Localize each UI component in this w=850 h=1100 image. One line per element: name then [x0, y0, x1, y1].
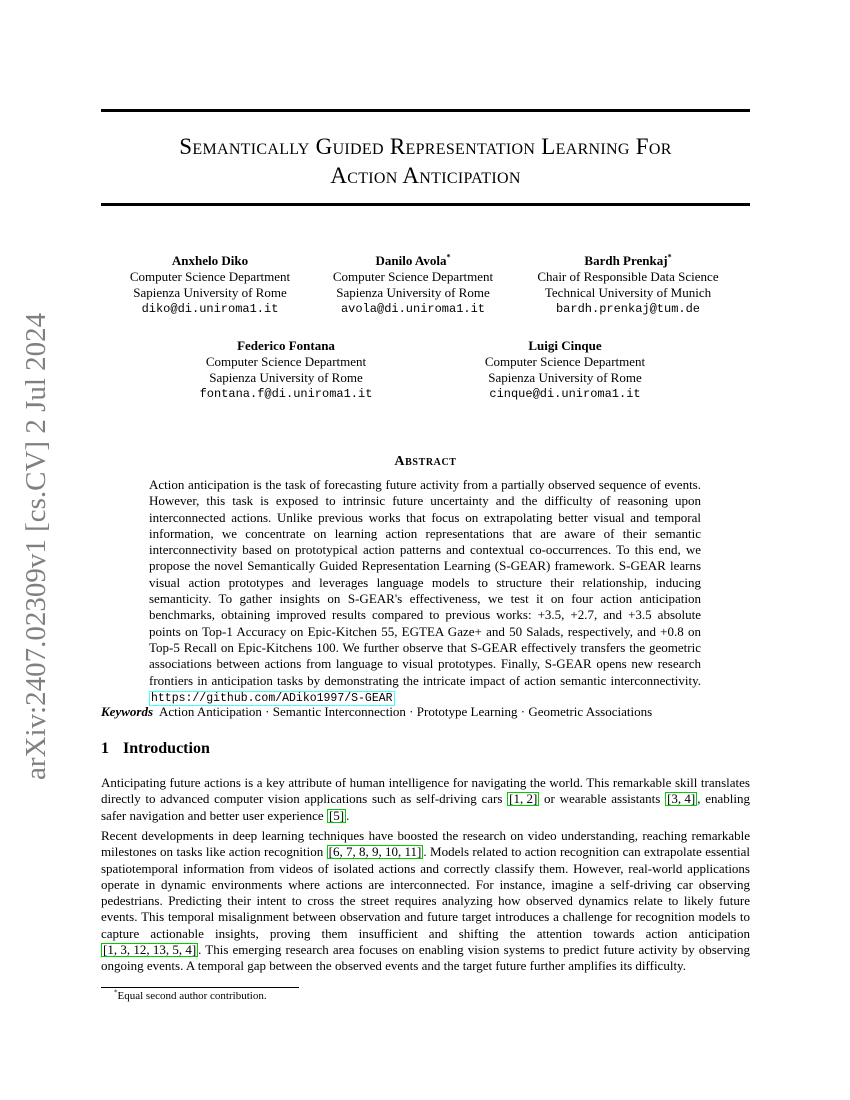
- citation-link[interactable]: [1, 2]: [509, 791, 538, 807]
- para-text: . Models related to action recognition can extrapolate essential spatiotemporal information from videos of isolated actions and correctly classify them. However, real-world applications operate in dynamic environments where actions are interconnected. For instance, imagine a self-driving car observing pedestrians. Predicting their intent to cross the street requires analyzing how observed dynamics relate to likely future events. This temporal misalignment between observation and future target introduces a challenge for recognition models to capture actionable insights, proving them insufficient and shifting the attention towards action anticipation: [101, 844, 750, 941]
- section-number: 1: [101, 740, 109, 757]
- para-text: . This emerging research area focuses on enabling vision systems to predict future activity by observing ongoing events. A temporal gap between the observed events and the target future further amplifies its difficulty.: [101, 942, 750, 974]
- citation-link[interactable]: [1, 3, 12, 13, 5, 4]: [103, 942, 197, 958]
- author-name: Luigi Cinque: [528, 338, 602, 353]
- author-email[interactable]: avola@di.uniroma1.it: [340, 302, 486, 316]
- author-name: Anxhelo Diko: [171, 253, 249, 268]
- author-email[interactable]: cinque@di.uniroma1.it: [489, 387, 641, 401]
- para-text: Recent developments in deep learning techniques have boosted the research on video understanding, reaching remarkable milestones on tasks like action recognition: [101, 828, 750, 860]
- section-heading: [101, 739, 210, 759]
- author-dept: Computer Science Department: [484, 354, 646, 369]
- author-affiliation: Sapienza University of Rome: [133, 285, 287, 300]
- title-line-1: Semantically Guided Representation Learning For: [179, 134, 672, 159]
- title-line-2: Action Anticipation: [330, 163, 521, 188]
- author-block: [518, 253, 738, 317]
- author-dept: Chair of Responsible Data Science: [537, 269, 719, 284]
- author-dept: Computer Science Department: [205, 354, 367, 369]
- author-name: Danilo Avola: [375, 253, 447, 268]
- author-email[interactable]: fontana.f@di.uniroma1.it: [199, 387, 373, 401]
- author-email[interactable]: diko@di.uniroma1.it: [141, 302, 279, 316]
- author-email[interactable]: bardh.prenkaj@tum.de: [555, 302, 701, 316]
- citation-link[interactable]: [5]: [328, 807, 345, 823]
- keywords-text: Action Anticipation · Semantic Interconnection · Prototype Learning · Geometric Associations: [159, 704, 653, 719]
- intro-paragraph-2: [101, 828, 750, 975]
- footnote-mark: *: [114, 988, 118, 997]
- title-bottom-rule: [101, 203, 750, 206]
- section-title: Introduction: [123, 740, 210, 757]
- abstract-heading: Abstract: [394, 454, 457, 469]
- para-text: .: [346, 807, 350, 823]
- footnote-rule: [101, 987, 299, 988]
- author-affiliation: Sapienza University of Rome: [336, 285, 490, 300]
- code-link[interactable]: https://github.com/ADiko1997/S-GEAR: [151, 691, 393, 705]
- author-mark: *: [446, 252, 451, 262]
- author-dept: Computer Science Department: [332, 269, 494, 284]
- author-affiliation: Sapienza University of Rome: [488, 370, 642, 385]
- author-affiliation: Technical University of Munich: [544, 285, 712, 300]
- author-name: Federico Fontana: [237, 338, 335, 353]
- arxiv-stamp: arXiv:2407.02309v1 [cs.CV] 2 Jul 2024: [20, 312, 52, 780]
- abstract-body: [149, 477, 701, 707]
- paper-title: [101, 132, 750, 190]
- keywords: [101, 704, 652, 720]
- keywords-label: Keywords: [101, 704, 153, 719]
- abstract-text: Action anticipation is the task of forecasting future activity from a partially observed sequence of events. However, this task is exposed to intrinsic future uncertainty and the difficulty of reasoning upon interconnected actions. Unlike previous works that focus on extrapolating better visual and temporal information, we concentrate on learning action representations that are aware of their semantic interconnectivity based on prototypical action patterns and contextual co-occurrences. To this end, we propose the novel Semantically Guided Representation Learning (S-GEAR) framework. S-GEAR learns visual action prototypes and leverages language models to structure their relationship, inducing semanticity. To gather insights on S-GEAR's effectiveness, we test it on four action anticipation benchmarks, obtaining improved results compared to previous works: +3.5, +2.7, and +3.5 absolute points on Top-1 Accuracy on Epic-Kitchen 55, EGTEA Gaze+ and 50 Salads, respectively, and +0.8 on Top-5 Recall on Epic-Kitchens 100. We further observe that S-GEAR effectively transfers the geometric associations between actions from language to visual prototypes. Finally, S-GEAR opens new research frontiers in anticipation tasks by demonstrating the intricate impact of action semantic interconnectivity.: [149, 477, 701, 688]
- footnote-text: Equal second author contribution.: [117, 990, 267, 1002]
- para-text: , enabling safer navigation and better user experience: [101, 791, 751, 823]
- author-affiliation: Sapienza University of Rome: [209, 370, 363, 385]
- intro-paragraph-1: [101, 775, 750, 824]
- footnote: [114, 989, 267, 1003]
- author-dept: Computer Science Department: [129, 269, 291, 284]
- citation-link[interactable]: [3, 4]: [667, 791, 696, 807]
- para-text: or wearable assistants: [539, 791, 666, 807]
- title-top-rule: [101, 109, 750, 112]
- citation-link[interactable]: [6, 7, 8, 9, 10, 11]: [328, 844, 422, 860]
- author-block: [313, 253, 513, 317]
- author-block: [465, 338, 665, 402]
- author-block: [186, 338, 386, 402]
- para-text: Anticipating future actions is a key attribute of human intelligence for navigating the world. This remarkable skill translates directly to advanced computer vision applications such as self-driving cars: [101, 775, 750, 807]
- author-mark: *: [667, 252, 672, 262]
- author-block: [110, 253, 310, 317]
- author-name: Bardh Prenkaj: [584, 253, 668, 268]
